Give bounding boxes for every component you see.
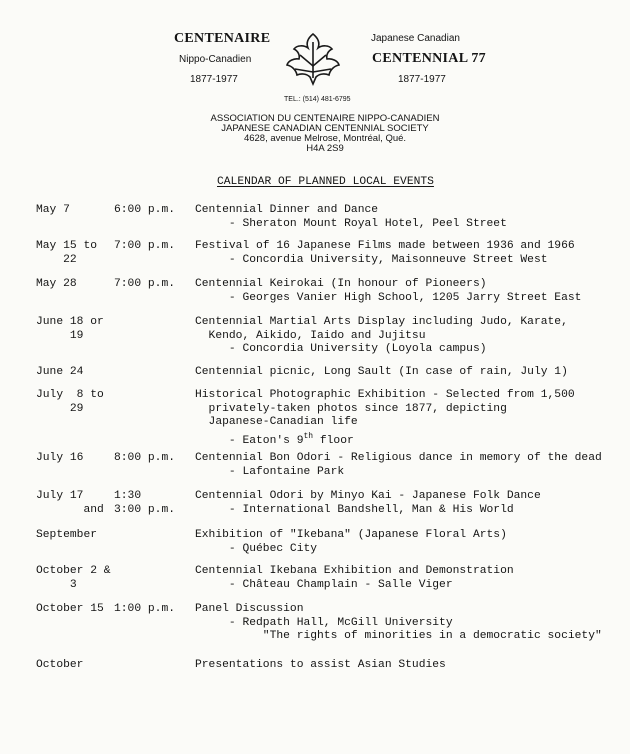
- event-description-line: Centennial picnic, Long Sault (In case of rain, July 1): [195, 366, 568, 378]
- event-date: [36, 204, 70, 218]
- event-time: [114, 278, 175, 292]
- association-address: [175, 114, 475, 154]
- event-description-line: Centennial Bon Odori - Religious dance in memory of the dead: [195, 452, 602, 464]
- event-description-line: "The rights of minorities in a democratic society": [195, 630, 602, 642]
- event-description: [195, 366, 568, 380]
- event-date-line: June 24: [36, 366, 84, 378]
- event-date: [36, 366, 83, 380]
- event-time: [114, 240, 175, 254]
- event-date: [36, 278, 77, 292]
- event-date: [36, 240, 97, 267]
- event-date-line: October 15: [36, 603, 104, 615]
- event-time: [114, 452, 175, 466]
- event-date: [36, 529, 97, 543]
- event-description: [195, 204, 507, 231]
- event-date: [36, 452, 83, 466]
- event-description: [195, 565, 514, 592]
- event-description-line: Centennial Dinner and Dance: [195, 204, 379, 216]
- event-date-line: October 2 &: [36, 565, 111, 577]
- event-time-line: 1:30: [114, 490, 142, 502]
- event-description-line: - Sheraton Mount Royal Hotel, Peel Street: [195, 217, 507, 230]
- event-time-line: 7:00 p.m.: [114, 278, 176, 290]
- address-line: H4A 2S9: [306, 143, 344, 154]
- event-description-line: Centennial Odori by Minyo Kai - Japanese Folk Dance: [195, 490, 541, 502]
- event-time: [114, 490, 175, 517]
- event-date-line: 3: [36, 578, 77, 591]
- event-description: [195, 529, 507, 556]
- event-date: [36, 565, 111, 592]
- event-description-line: - Concordia University (Loyola campus): [195, 343, 487, 355]
- event-description-line: - Québec City: [195, 542, 318, 555]
- event-description-line: Presentations to assist Asian Studies: [195, 659, 446, 671]
- phone-number: TEL.: (514) 481-6795: [284, 96, 351, 103]
- event-description: [195, 316, 568, 357]
- event-description: [195, 240, 575, 267]
- event-date: [36, 659, 83, 673]
- event-time-line: 3:00 p.m.: [114, 503, 176, 516]
- event-description-line: - Redpath Hall, McGill University: [195, 616, 453, 629]
- event-date-line: 29: [36, 402, 84, 415]
- event-time-line: 7:00 p.m.: [114, 240, 176, 252]
- event-date-line: May 28: [36, 278, 77, 290]
- address-line: JAPANESE CANADIAN CENTENNIAL SOCIETY: [221, 123, 429, 134]
- event-date-line: July 16: [36, 452, 84, 464]
- event-date: [36, 316, 104, 343]
- event-date-line: October: [36, 659, 84, 671]
- left-subtitle: Nippo-Canadien: [179, 54, 252, 65]
- address-line: ASSOCIATION DU CENTENAIRE NIPPO-CANADIEN: [210, 113, 440, 124]
- event-description: [195, 389, 575, 448]
- event-description-line: - Eaton's 9th floor: [195, 431, 354, 447]
- event-date-line: May 7: [36, 204, 70, 216]
- event-description-line: Kendo, Aikido, Iaido and Jujitsu: [195, 329, 426, 342]
- event-date-line: July 17: [36, 490, 84, 502]
- event-description-line: Festival of 16 Japanese Films made between 1936 and 1966: [195, 240, 575, 252]
- right-years: 1877-1977: [398, 74, 446, 85]
- calendar-heading: CALENDAR OF PLANNED LOCAL EVENTS: [217, 176, 434, 188]
- event-date-line: May 15 to: [36, 240, 98, 252]
- right-subtitle: Japanese Canadian: [371, 33, 460, 44]
- event-description: [195, 278, 581, 305]
- event-description-line: - International Bandshell, Man & His World: [195, 503, 514, 516]
- event-description-line: - Concordia University, Maisonneuve Street West: [195, 253, 548, 266]
- event-description-line: - Château Champlain - Salle Viger: [195, 578, 453, 591]
- event-date: [36, 603, 104, 617]
- event-date-line: 19: [36, 329, 84, 342]
- event-description: [195, 659, 446, 673]
- event-description-line: Centennial Martial Arts Display including Judo, Karate,: [195, 316, 568, 328]
- right-title: CENTENNIAL 77: [372, 51, 486, 66]
- event-time: [114, 603, 175, 617]
- event-date-line: July 8 to: [36, 389, 104, 401]
- event-time-line: 6:00 p.m.: [114, 204, 176, 216]
- event-description-line: privately-taken photos since 1877, depicting: [195, 402, 507, 415]
- left-years: 1877-1977: [190, 74, 238, 85]
- event-date-line: and: [36, 503, 104, 516]
- event-description: [195, 452, 602, 479]
- event-date-line: 22: [36, 253, 77, 266]
- event-description: [195, 490, 541, 517]
- event-description-line: - Georges Vanier High School, 1205 Jarry Street East: [195, 291, 582, 304]
- event-description-line: Centennial Ikebana Exhibition and Demonstration: [195, 565, 514, 577]
- left-title: CENTENAIRE: [174, 31, 271, 46]
- event-date-line: June 18 or: [36, 316, 104, 328]
- event-date-line: September: [36, 529, 98, 541]
- event-description-line: Centennial Keirokai (In honour of Pioneers): [195, 278, 487, 290]
- address-line: 4628, avenue Melrose, Montréal, Qué.: [243, 133, 407, 144]
- event-description: [195, 603, 602, 644]
- event-description-line: Historical Photographic Exhibition - Selected from 1,500: [195, 389, 575, 401]
- event-description-line: Exhibition of "Ikebana" (Japanese Floral Arts): [195, 529, 507, 541]
- event-time-line: 8:00 p.m.: [114, 452, 176, 464]
- event-description-line: - Lafontaine Park: [195, 465, 345, 478]
- event-date: [36, 389, 104, 416]
- event-time: [114, 204, 175, 218]
- event-date: [36, 490, 104, 517]
- event-description-line: Japanese-Canadian life: [195, 416, 358, 428]
- event-description-line: Panel Discussion: [195, 603, 304, 615]
- event-time-line: 1:00 p.m.: [114, 603, 176, 615]
- maple-leaf-emblem-icon: [280, 28, 346, 90]
